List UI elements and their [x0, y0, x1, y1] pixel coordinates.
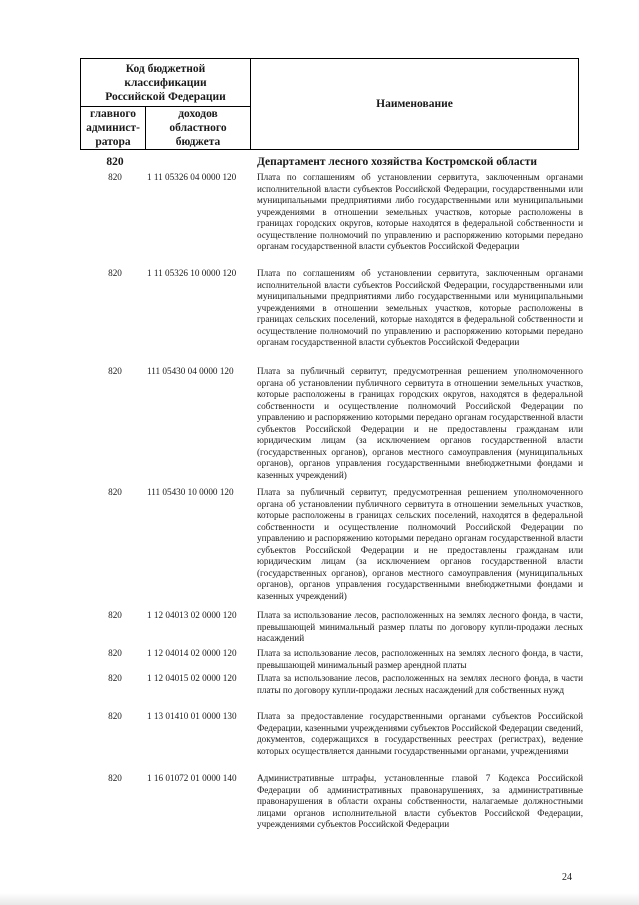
header-code-title-text: Код бюджетной классификации Российской Федерации — [105, 62, 226, 103]
row-admin-code: 820 — [108, 773, 122, 783]
row-budget-code: 111 05430 04 0000 120 — [147, 366, 234, 376]
row-budget-code: 1 12 04013 02 0000 120 — [147, 610, 237, 620]
row-budget-code: 1 12 04015 02 0000 120 — [147, 673, 237, 683]
row-budget-code: 1 11 05326 10 0000 120 — [147, 268, 237, 278]
row-admin-code: 820 — [108, 172, 122, 182]
row-description: Плата за использование лесов, расположенных на землях лесного фонда, в части платы по договору купли-продажи лесных насаждений для собственных нужд — [257, 673, 583, 695]
row-admin-code: 820 — [108, 673, 122, 683]
header-table — [80, 58, 579, 150]
header-name-col — [251, 59, 579, 150]
header-code-title — [81, 59, 251, 107]
row-description: Плата за использование лесов, расположенных на землях лесного фонда, в части, превышающей минимальный размер платы по договору купли-продажи лесных насаждений — [257, 610, 583, 643]
row-description: Административные штрафы, установленные главой 7 Кодекса Российской Федерации об административных правонарушениях, за административные правонарушения в области охраны собственности, налагаемые должностными лицами органов исполнительной власти субъектов Российской Федерации, учреждениями субъектов Российской Федерации — [257, 773, 583, 829]
row-description: Плата за публичный сервитут, предусмотренная решением уполномоченного органа об установлении публичного сервитута в отношении земельных участков, которые расположены в границах городских округов, находятся в федеральной собственности и осуществление полномочий Российской Федерации по управлению и распоряжению которыми передано органам государственной власти субъектов Российской Федерации и не предоставлены гражданам или юридическим лицам (за исключением органов государственной власти (государственных органов), органов местного самоуправления (муниципальных органов), органов управления государственными внебюджетными фондами и казенных учреждений) — [257, 366, 583, 480]
row-admin-code: 820 — [108, 610, 122, 620]
row-description: Плата по соглашениям об установлении сервитута, заключенным органами исполнительной власти субъектов Российской Федерации, государственными или муниципальными предприятиями либо государственными или муниципальными учреждениями в отношении земельных участков, которые расположены в границах городских округов, которые находятся в федеральной собственности и осуществление полномочий по управлению и распоряжению которыми передано органам государственной власти субъектов Российской Федерации — [257, 172, 583, 251]
department-name: Департамент лесного хозяйства Костромской области — [257, 156, 538, 168]
header-admin-col — [81, 107, 146, 150]
row-admin-code: 820 — [108, 487, 122, 497]
row-budget-code: 1 13 01410 01 0000 130 — [147, 711, 237, 721]
row-admin-code: 820 — [108, 268, 122, 278]
row-budget-code: 111 05430 10 0000 120 — [147, 487, 234, 497]
row-admin-code: 820 — [108, 648, 122, 658]
row-admin-code: 820 — [108, 711, 122, 721]
page-number: 24 — [562, 872, 572, 883]
header-admin-col-text: главного админист-ратора — [86, 108, 140, 148]
row-budget-code: 1 16 01072 01 0000 140 — [147, 773, 237, 783]
department-row — [0, 154, 639, 170]
header-income-col-text: доходов областного бюджета — [169, 108, 227, 148]
row-admin-code: 820 — [108, 366, 122, 376]
row-description: Плата за использование лесов, расположенных на землях лесного фонда, в части, превышающей минимальный размер арендной платы — [257, 648, 583, 670]
header-income-col — [146, 107, 251, 150]
row-description: Плата за предоставление государственными органами субъектов Российской Федерации, казенными учреждениями субъектов Российской Федерации сведений, документов, содержащихся в государственных реестрах (регистрах), ведение которых осуществляется данными государственными органами, учреждениями — [257, 711, 583, 756]
row-description: Плата по соглашениям об установлении сервитута, заключенным органами исполнительной власти субъектов Российской Федерации, государственными или муниципальными предприятиями либо государственными или муниципальными учреждениями в отношении земельных участков, которые расположены в границах сельских поселений, которые находятся в федеральной собственности и осуществление полномочий по управлению и распоряжению которыми передано органам государственной власти субъектов Российской Федерации — [257, 268, 583, 347]
header-name-col-text: Наименование — [376, 98, 453, 110]
row-budget-code: 1 11 05326 04 0000 120 — [147, 172, 237, 182]
department-admin-code: 820 — [106, 156, 124, 168]
row-description: Плата за публичный сервитут, предусмотренная решением уполномоченного органа об установлении публичного сервитута в отношении земельных участков, которые расположены в границах сельских поселений, находятся в федеральной собственности и осуществление полномочий Российской Федерации по управлению и распоряжению которыми передано органам государственной власти субъектов Российской Федерации и не предоставлены гражданам или юридическим лицам (за исключением органов государственной власти (государственных органов), органов местного самоуправления (муниципальных органов), органов управления государственными внебюджетными фондами и казенных учреждений) — [257, 487, 583, 601]
row-budget-code: 1 12 04014 02 0000 120 — [147, 648, 237, 658]
page-bottom-edge — [0, 893, 639, 905]
